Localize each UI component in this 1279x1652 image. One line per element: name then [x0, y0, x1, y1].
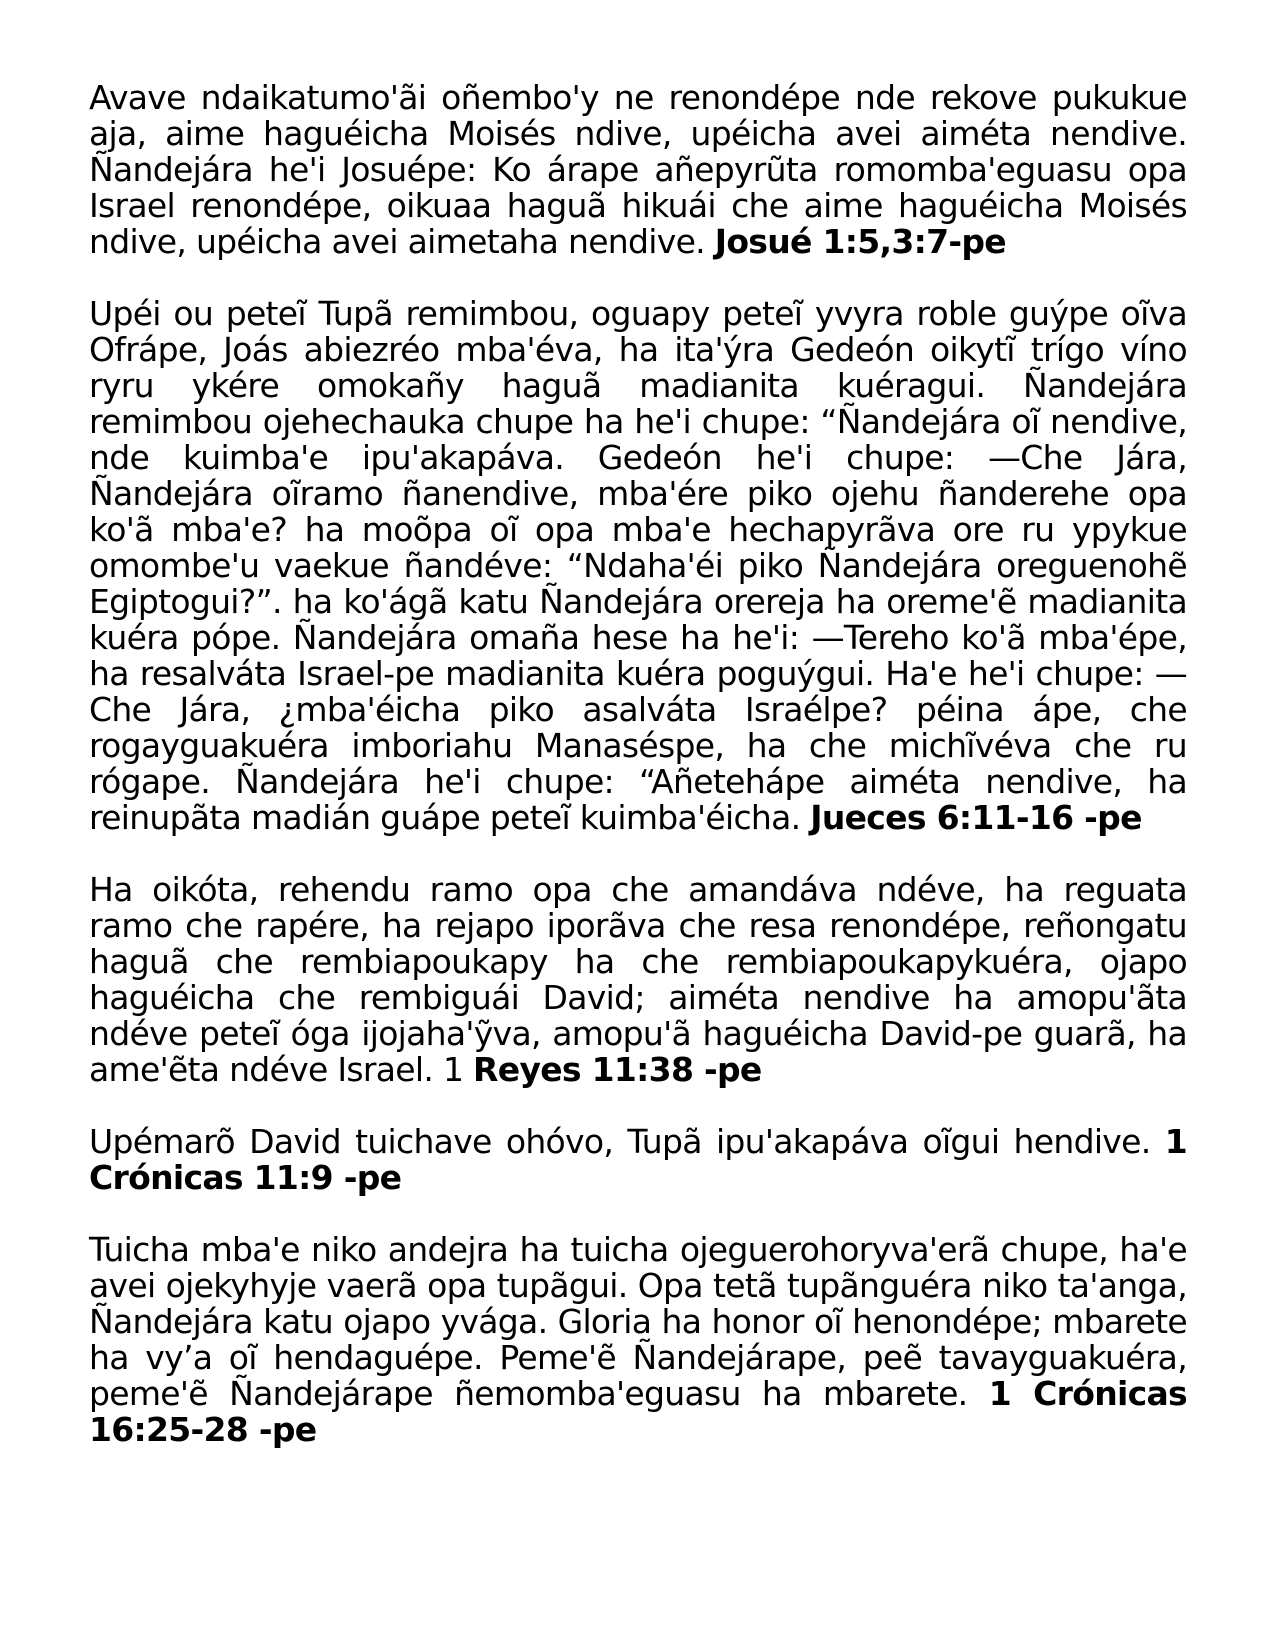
scripture-reference: Jueces 6:11-16 -pe	[810, 798, 1142, 837]
passage-text: Ha oikóta, rehendu ramo opa che amandáva ndéve, ha reguata ramo che rapére, ha rejapo iporãva che resa renondépe, reñongatu haguã che rembiapoukapy ha che rembiapoukapykuéra, ojapo haguéicha che rembiguái David; aiméta nendive ha amopu'ãta ndéve peteĩ óga ijojaha'ỹva, amopu'ã haguéicha David-pe guarã, ha ame'ẽta ndéve Israel. 1	[89, 870, 1187, 1089]
passage-judges	[89, 296, 1187, 836]
scripture-reference: Josué 1:5,3:7-pe	[714, 222, 1006, 261]
passage-chronicles-16	[89, 1232, 1187, 1448]
passage-chronicles-11	[89, 1124, 1187, 1196]
passage-text: Avave ndaikatumo'ãi oñembo'y ne renondépe nde rekove pukukue aja, aime haguéicha Moisés ndive, upéicha avei aiméta nendive. Ñandejára he'i Josuépe: Ko árape añepyrũta romomba'eguasu opa Israel renondépe, oikuaa haguã hikuái che aime haguéicha Moisés ndive, upéicha avei aimetaha nendive.	[89, 78, 1187, 261]
document-page	[89, 80, 1187, 1484]
scripture-reference: Reyes 11:38 -pe	[473, 1050, 762, 1089]
scripture-reference: 1 Crónicas 11:9 -pe	[89, 1122, 1187, 1197]
passage-kings	[89, 872, 1187, 1088]
passage-text: Upéi ou peteĩ Tupã remimbou, oguapy peteĩ yvyra roble guýpe oĩva Ofrápe, Joás abiezréo mba'éva, ha ita'ýra Gedeón oikytĩ trígo víno ryru ykére omokañy haguã madianita kuéragui. Ñandejára remimbou ojehechauka chupe ha he'i chupe: “Ñandejára oĩ nendive, nde kuimba'e ipu'akapáva. Gedeón he'i chupe: —Che Jára, Ñandejára oĩramo ñanendive, mba'ére piko ojehu ñanderehe opa ko'ã mba'e? ha moõpa oĩ opa mba'e hechapyrãva ore ru ypykue omombe'u vaekue ñandéve: “Ndaha'éi piko Ñandejára oreguenohẽ Egiptogui?”. ha ko'ágã katu Ñandejára orereja ha oreme'ẽ madianita kuéra pópe. Ñandejára omaña hese ha he'i: —Tereho ko'ã mba'épe, ha resalváta Israel-pe madianita kuéra poguýgui. Ha'e he'i chupe: —Che Jára, ¿mba'éicha piko asalváta Israélpe? péina ápe, che rogayguakuéra imboriahu Manaséspe, ha che michĩvéva che ru rógape. Ñandejára he'i chupe: “Añetehápe aiméta nendive, ha reinupãta madián guápe peteĩ kuimba'éicha.	[89, 294, 1187, 837]
passage-joshua	[89, 80, 1187, 260]
passage-text: Tuicha mba'e niko andejra ha tuicha ojeguerohoryva'erã chupe, ha'e avei ojekyhyje vaerã opa tupãgui. Opa tetã tupãnguéra niko ta'anga, Ñandejára katu ojapo yvága. Gloria ha honor oĩ henondépe; mbarete ha vy’a oĩ hendaguépe. Peme'ẽ Ñandejárape, peẽ tavayguakuéra, peme'ẽ Ñandejárape ñemomba'eguasu ha mbarete.	[89, 1230, 1187, 1413]
scripture-reference: 1 Crónicas 16:25-28 -pe	[89, 1374, 1187, 1449]
passage-text: Upémarõ David tuichave ohóvo, Tupã ipu'akapáva oĩgui hendive.	[89, 1122, 1165, 1161]
